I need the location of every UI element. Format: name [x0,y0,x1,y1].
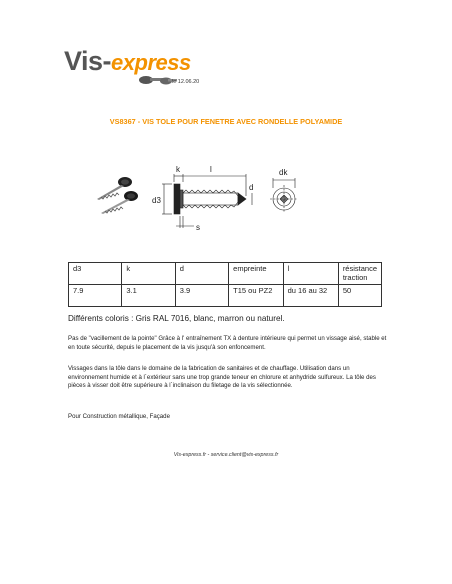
screw-photo [91,174,139,216]
paragraph-application: Pour Construction métallique, Façade [68,413,170,420]
table-cell: 3.1 [122,285,175,307]
table-row [69,285,382,307]
table-cell: 3.9 [175,285,228,307]
dim-s-label: s [196,223,200,232]
paragraph-drive: Pas de "vacillement de la pointe" Grâce à l' entraînement TX à denture intérieure qui permet un vissage aisé, stable et en toute sécurité, depuis le placement de la vis jusqu'à son enfoncement. [68,335,387,351]
brand-dash: - [102,46,112,76]
footer-contact: Vis-express.fr - service.client@vis-express.fr [173,452,279,458]
table-header-cell: d3 [69,263,122,285]
paragraph-usage: Vissages dans la tôle dans le domaine de la fabrication de sanitaires et de chauffage. Utilisation dans un environnement humide et à l´extérieur sans une trop grande teneur en chlorure et anhydride sulfureux. La tôle des pièces à visser doit être supérieure à l´inclinaison du filetage de la vis sélectionnée. [68,365,376,390]
brand-logo [64,46,191,77]
spec-table [68,262,382,307]
dim-d3-label: d3 [152,196,161,205]
table-cell: 50 [338,285,381,307]
brand-vis: Vis [64,46,103,76]
dim-dk-label: dk [279,168,288,177]
table-header-cell: résistance traction [338,263,381,285]
table-cell: 7.9 [69,285,122,307]
table-header-row [69,263,382,285]
document-date: le 12.06.20 [172,79,200,85]
table-header-cell: d [175,263,228,285]
dim-l-label: l [210,165,212,174]
dim-k-label: k [176,165,180,174]
brand-express: express [111,50,191,75]
technical-drawing [146,160,306,236]
product-title: VS8367 - VIS TOLE POUR FENETRE AVEC RONDELLE POLYAMIDE [109,117,343,126]
table-cell: T15 ou PZ2 [229,285,283,307]
table-header-cell: l [283,263,338,285]
dim-d-label: d [249,183,254,192]
table-header-cell: empreinte [229,263,283,285]
table-header-cell: k [122,263,175,285]
colors-text: Différents coloris : Gris RAL 7016, blanc, marron ou naturel. [68,314,285,323]
table-cell: du 16 au 32 [283,285,338,307]
